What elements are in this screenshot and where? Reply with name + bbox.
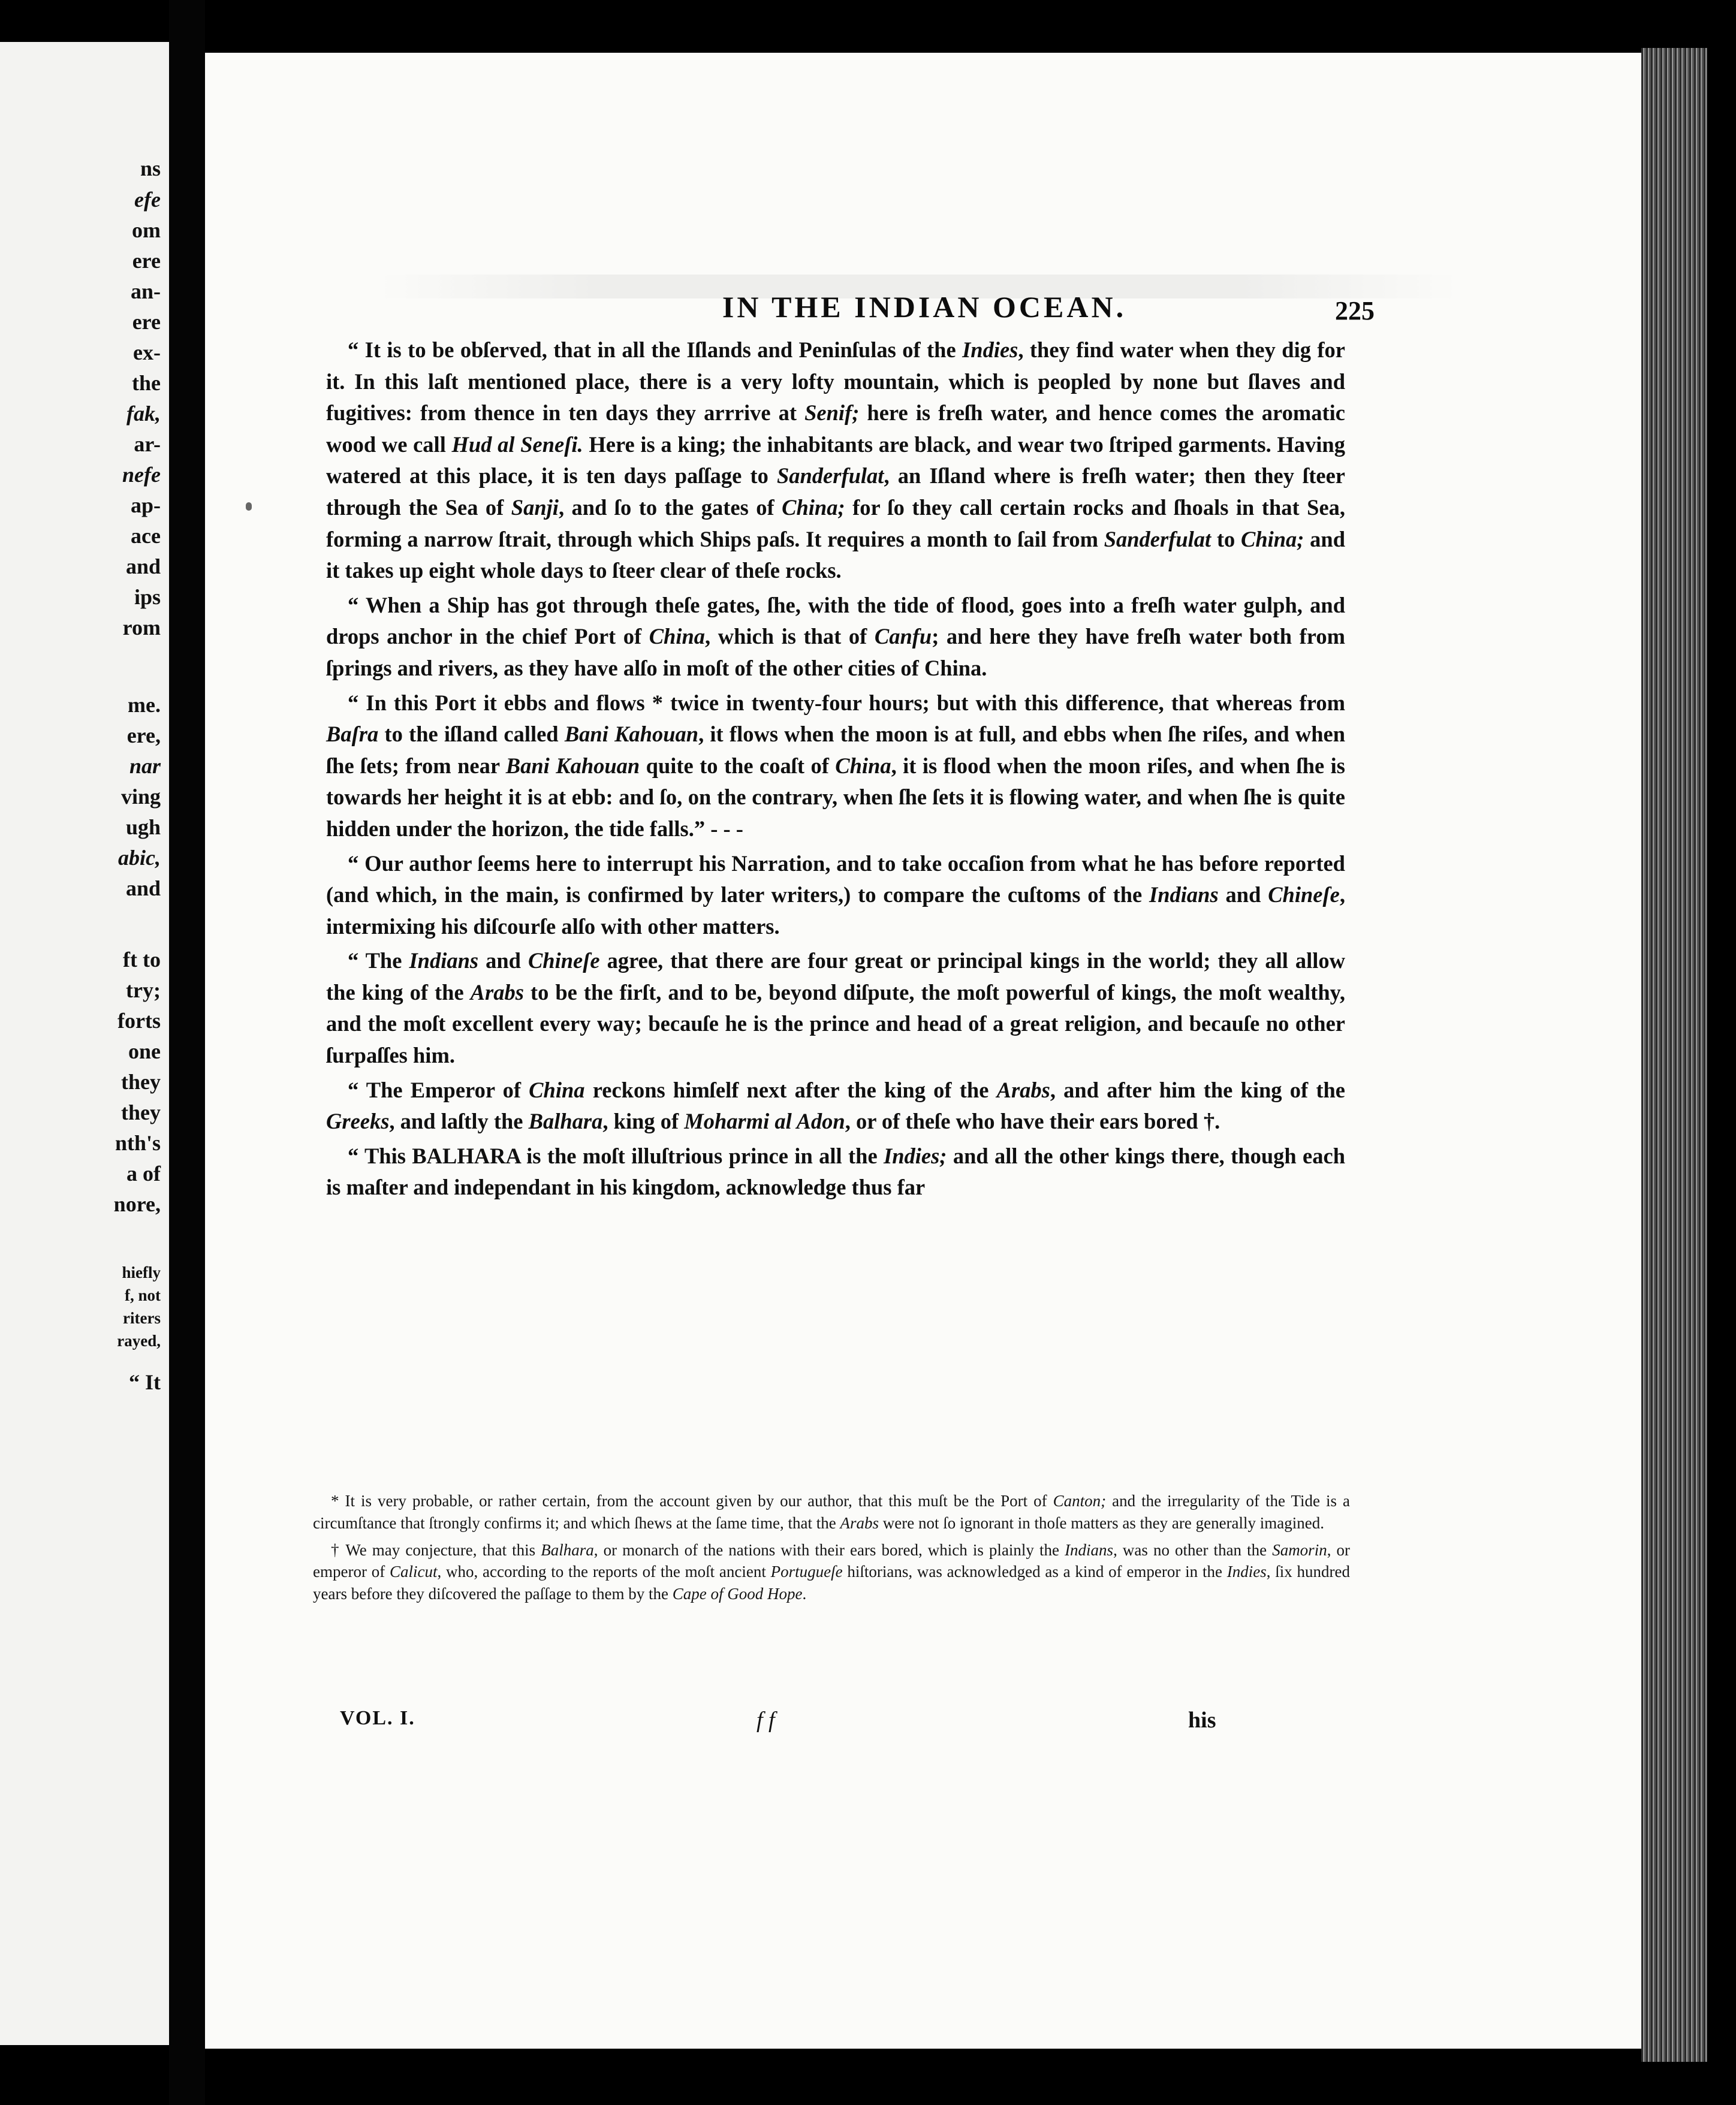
left-page-fragment: ex- [133, 340, 161, 364]
left-page-fragment: rayed, [117, 1332, 161, 1350]
left-page-fragment: the [132, 371, 161, 395]
left-page-fragment: ips [134, 585, 161, 609]
left-page-fragment: ap- [130, 493, 161, 517]
fore-edge [1641, 48, 1707, 2062]
footnote: * It is very probable, or rather certain, from the account given by our author, that this muſt be the Port of Canton; and the irregularity of the Tide is a circumſtance that ſtrongly confirms it; and which ſhews at the ſame time, that the Arabs were not ſo ignorant in thoſe matters as they are generally imagined. [313, 1492, 1350, 1532]
left-page-fragment: one [128, 1039, 161, 1063]
body-paragraph: “ This BALHARA is the moſt illuſtrious prince in all the Indies; and all the other kings there, though each is maſter and independant in his kingdom, acknowledge thus far [326, 1143, 1345, 1200]
footnotes [313, 1490, 1350, 1610]
left-page-fragment: a of [126, 1162, 161, 1186]
sheet-signature-mark: f f [757, 1708, 775, 1733]
left-page-fragment: riters [123, 1309, 161, 1327]
body-paragraph: “ Our author ſeems here to interrupt his Narration, and to take occaſion from what he has before reported (and which, in the main, is confirmed by later writers,) to compare the cuſtoms of the Indians and Chineſe, intermixing his diſcourſe alſo with other matters. [326, 851, 1345, 939]
ink-spot [246, 502, 252, 511]
left-page-fragment: ving [120, 785, 161, 809]
left-page-fragment: ere [132, 249, 161, 273]
left-page-fragment: nore, [113, 1192, 161, 1216]
page-footer [205, 1707, 1641, 1743]
body-paragraph: “ It is to be obſerved, that in all the Iſlands and Peninſulas of the Indies, they find water when they dig for it. In this laſt mentioned place, there is a very lofty mountain, which is peopled by none but ſlaves and fugitives: from thence in ten days they arrrive at Senif; here is freſh water, and hence comes the aromatic wood we call Hud al Seneſi. Here is a king; the inhabitants are black, and wear two ſtriped garments. Having watered at this place, it is ten days paſſage to Sanderfulat, an Iſland where is freſh water; then they ſteer through the Sea of Sanji, and ſo to the gates of China; for ſo they call certain rocks and ſhoals in that Sea, forming a narrow ſtrait, through which Ships paſs. It requires a month to ſail from Sanderfulat to China; and it takes up eight whole days to ſteer clear of theſe rocks. [326, 337, 1346, 583]
left-page-fragment: nar [129, 754, 161, 778]
background-edge [1707, 0, 1736, 2105]
body-paragraph: “ In this Port it ebbs and flows * twice in twenty-four hours; but with this difference, that whereas from Baſra to the iſland called Bani Kahouan, it flows when the moon is at full, and ebbs when ſhe riſes, and when ſhe ſets; from near Bani Kahouan quite to the coaſt of China, it is flood when the moon riſes, and when ſhe is towards her height it is at ebb: and ſo, on the contrary, when ſhe ſets it is flowing water, and when ſhe is quite hidden under the horizon, the tide falls.” - - - [326, 690, 1346, 841]
left-page-fragment: they [121, 1070, 161, 1094]
footnote: † We may conjecture, that this Balhara, or monarch of the nations with their ears bored, which is plainly the Indians, was no other than the Samorin, or emperor of Calicut, who, according to the reports of the moſt ancient Portugueſe hiſtorians, was acknowledged as a kind of emperor in the Indies, ſix hundred years before they diſcovered the paſſage to them by the Cape of Good Hope. [313, 1540, 1351, 1603]
left-page-fragment: nefe [122, 463, 161, 487]
left-page-fragment: me. [128, 693, 161, 717]
body-paragraph: “ The Emperor of China reckons himſelf next after the king of the Arabs, and after him the king of the Greeks, and laſtly the Balhara, king of Moharmi al Adon, or of theſe who have their ears bored †. [326, 1077, 1345, 1134]
left-page-fragment: efe [134, 188, 161, 212]
left-page-fragment: an- [130, 279, 161, 303]
left-page-fragment: nth's [114, 1131, 161, 1155]
catchword: his [1188, 1708, 1216, 1733]
left-page-edge [0, 42, 169, 2045]
running-head: IN THE INDIAN OCEAN. [722, 290, 1127, 324]
left-page-fragment: f, not [125, 1286, 161, 1304]
body-paragraph: “ When a Ship has got through theſe gates, ſhe, with the tide of flood, goes into a freſh water gulph, and drops anchor in the chief Port of China, which is that of Canfu; and here they have freſh water both from ſprings and rivers, as they have alſo in moſt of the other cities of China. [326, 592, 1345, 680]
left-page-fragment: ere, [126, 723, 161, 747]
left-page-fragment: ugh [125, 815, 161, 839]
volume-signature: VOL. I. [340, 1707, 415, 1729]
left-page-fragment: and [125, 876, 161, 900]
left-page-fragment: they [121, 1100, 161, 1124]
page-number: 225 [1335, 296, 1375, 325]
left-page-fragment: and [125, 554, 161, 578]
book-gutter [169, 0, 205, 2105]
left-page-fragment: fak, [126, 402, 161, 426]
left-page-fragment: ns [140, 156, 161, 180]
left-page-fragment: hiefly [122, 1263, 161, 1281]
left-page-fragment: forts [117, 1009, 161, 1033]
left-page-fragment: abic, [118, 846, 161, 870]
page-header [205, 289, 1641, 337]
left-page-fragment: ere [132, 310, 161, 334]
book-page [205, 53, 1641, 2049]
left-page-fragment: ft to [123, 948, 161, 972]
left-page-fragment: try; [126, 978, 161, 1002]
left-page-fragment: ar- [134, 432, 161, 456]
body-text [326, 334, 1345, 1207]
left-page-fragment: ace [131, 524, 161, 548]
left-page-fragment: “ It [129, 1370, 161, 1394]
left-page-fragment: rom [122, 616, 161, 640]
left-page-fragment: om [132, 218, 161, 242]
body-paragraph: “ The Indians and Chineſe agree, that there are four great or principal kings in the world; they all allow the king of the Arabs to be the firſt, and to be, beyond diſpute, the moſt powerful of kings, the moſt wealthy, and the moſt excellent every way; becauſe he is the prince and head of a great religion, and becauſe no other ſurpaſſes him. [326, 948, 1345, 1068]
